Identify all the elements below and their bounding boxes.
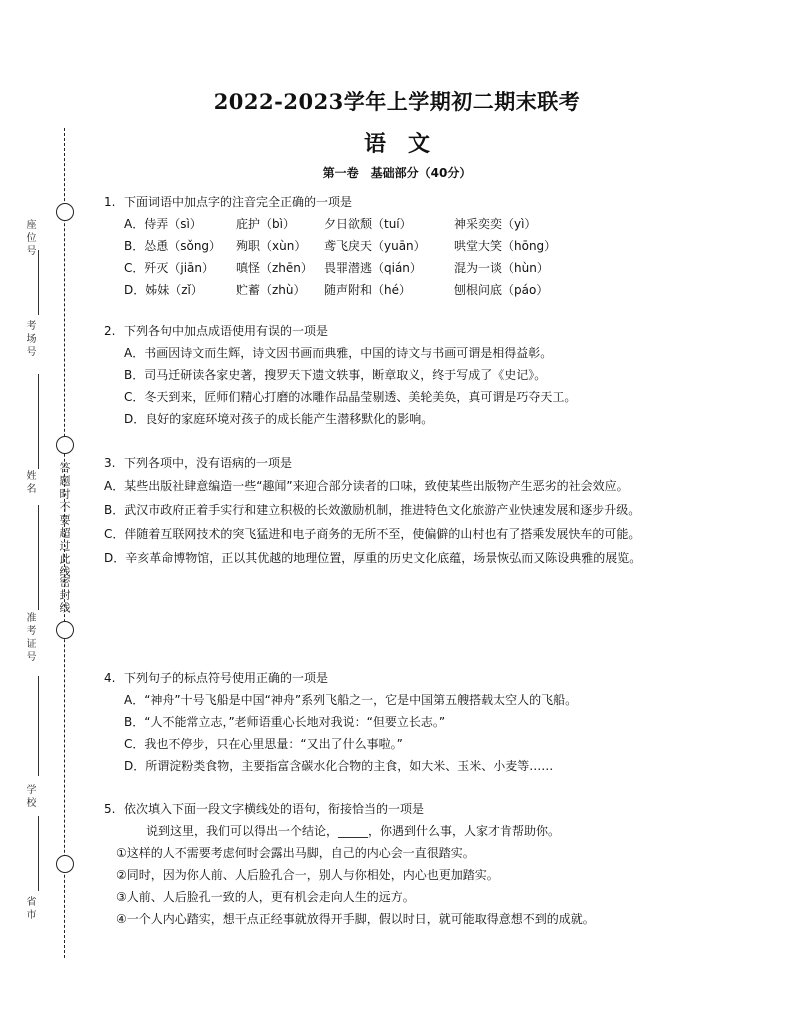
option-item: 嗔怪（zhēn） <box>236 261 313 275</box>
question-number: 2. <box>104 324 116 338</box>
option-item: 庇护（bì） <box>236 217 295 231</box>
question-1 <box>104 191 704 301</box>
option-c: C．冬天到来，匠师们精心打磨的冰雕作品晶莹剔透、美轮美奂，真可谓是巧夺天工。 <box>124 390 577 404</box>
exam-title: 2022-2023学年上学期初二期末联考 <box>213 89 581 114</box>
question-stem: 依次填入下面一段文字横线处的语句，衔接恰当的一项是 <box>124 802 425 816</box>
option-a: A．某些出版社肆意编造一些“趣闻”来迎合部分读者的口味，致使某些出版物产生恶劣的社会效应。 <box>104 479 629 493</box>
question-3 <box>104 452 704 570</box>
admission-number-label: 准考证号 <box>24 612 35 664</box>
question-stem: 下列句子的标点符号使用正确的一项是 <box>124 671 329 685</box>
name-line <box>38 505 39 610</box>
option-4: ④一个人内心踏实，想干点正经事就放得开手脚，假以时日，就可能取得意想不到的成就。 <box>116 912 595 926</box>
option-d: D．所谓淀粉类食物，主要指富含碳水化合物的主食，如大米、玉米、小麦等…… <box>124 759 554 773</box>
option-b: B．司马迁研读各家史著，搜罗天下遗文轶事，断章取义，终于写成了《史记》。 <box>124 368 547 382</box>
option-c: C．伴随着互联网技术的突飞猛进和电子商务的无所不至，使偏僻的山村也有了搭乘发展快车的可能。 <box>104 527 641 541</box>
option-item: C．歼灭（jiān） <box>124 261 215 275</box>
binding-hole-2 <box>56 436 74 454</box>
option-b: B．“人不能常立志，”老师语重心长地对我说：“但要立长志。” <box>124 715 446 729</box>
section-title: 第一卷 基础部分（40分） <box>322 166 472 180</box>
admission-number-line <box>38 676 39 776</box>
question-number: 5. <box>104 802 116 816</box>
binding-hole-1 <box>56 203 74 221</box>
exam-room-line <box>38 374 39 469</box>
option-item: 鸢飞戾天（yuān） <box>324 239 426 253</box>
seal-notice: 答题时不要超过此线 <box>58 462 71 579</box>
question-5 <box>104 798 704 930</box>
option-b: B．武汉市政府正着手实行和建立积极的长效激励机制，推进特色文化旅游产业快速发展和逐步升级。 <box>104 503 641 517</box>
option-2: ②同时，因为你人前、人后脸孔合一，别人与你相处，内心也更加踏实。 <box>116 868 499 882</box>
option-d: D．辛亥革命博物馆，正以其优越的地理位置，厚重的历史文化底蕴，场景恢弘而又陈设典雅的展览。 <box>104 551 642 565</box>
option-item: 混为一谈（hùn） <box>454 261 549 275</box>
option-item: 哄堂大笑（hōng） <box>454 239 557 253</box>
option-3: ③人前、人后脸孔一致的人，更有机会走向人生的远方。 <box>116 890 415 904</box>
option-item: D．姊妹（zǐ） <box>124 283 203 297</box>
option-item: B．怂恿（sǒng） <box>124 239 222 253</box>
option-1: ①这样的人不需要考虑何时会露出马脚，自己的内心会一直很踏实。 <box>116 846 475 860</box>
subject-title: 语 文 <box>363 131 430 157</box>
option-d: D．良好的家庭环境对孩子的成长能产生潜移默化的影响。 <box>124 412 434 426</box>
option-item: 随声附和（hé） <box>324 283 411 297</box>
question-stem: 下面词语中加点字的注音完全正确的一项是 <box>124 195 353 209</box>
option-c <box>124 257 704 279</box>
question-number: 4. <box>104 671 116 685</box>
province-city-label: 省市 <box>24 896 35 922</box>
option-a: A．书画因诗文而生辉，诗文因书画而典雅，中国的诗文与书画可谓是相得益彰。 <box>124 346 553 360</box>
option-item: 神采奕奕（yì） <box>454 217 537 231</box>
option-item: 畏罪潜逃（qián） <box>324 261 422 275</box>
option-a <box>124 213 704 235</box>
seat-number-label: 座位号 <box>24 219 35 258</box>
binding-hole-3 <box>56 621 74 639</box>
question-4 <box>104 667 704 777</box>
option-item: 殉职（xùn） <box>236 239 307 253</box>
seal-label: 密封线 <box>58 576 71 615</box>
seat-number-line <box>38 250 39 315</box>
option-item: 刨根问底（páo） <box>454 283 549 297</box>
name-label: 姓名 <box>24 470 35 496</box>
option-item: A．侍弄（sì） <box>124 217 202 231</box>
option-a: A．“神舟”十号飞船是中国“神舟”系列飞船之一，它是中国第五艘搭载太空人的飞船。 <box>124 693 578 707</box>
question-passage: 说到这里，我们可以得出一个结论，_____，你遇到什么事，人家才肯帮助你。 <box>146 824 561 838</box>
exam-room-label: 考场号 <box>24 320 35 359</box>
question-stem: 下列各项中，没有语病的一项是 <box>124 456 293 470</box>
question-number: 3. <box>104 456 116 470</box>
question-2 <box>104 320 704 430</box>
option-item: 夕日欲颓（tuí） <box>324 217 412 231</box>
question-stem: 下列各句中加点成语使用有误的一项是 <box>124 324 329 338</box>
option-b <box>124 235 704 257</box>
binding-hole-4 <box>56 855 74 873</box>
option-item: 贮蓄（zhù） <box>236 283 306 297</box>
school-line <box>38 816 39 891</box>
option-d <box>124 279 704 301</box>
school-label: 学校 <box>24 784 35 810</box>
question-number: 1. <box>104 195 116 209</box>
option-c: C．我也不停步，只在心里思量：“又出了什么事啦。” <box>124 737 403 751</box>
